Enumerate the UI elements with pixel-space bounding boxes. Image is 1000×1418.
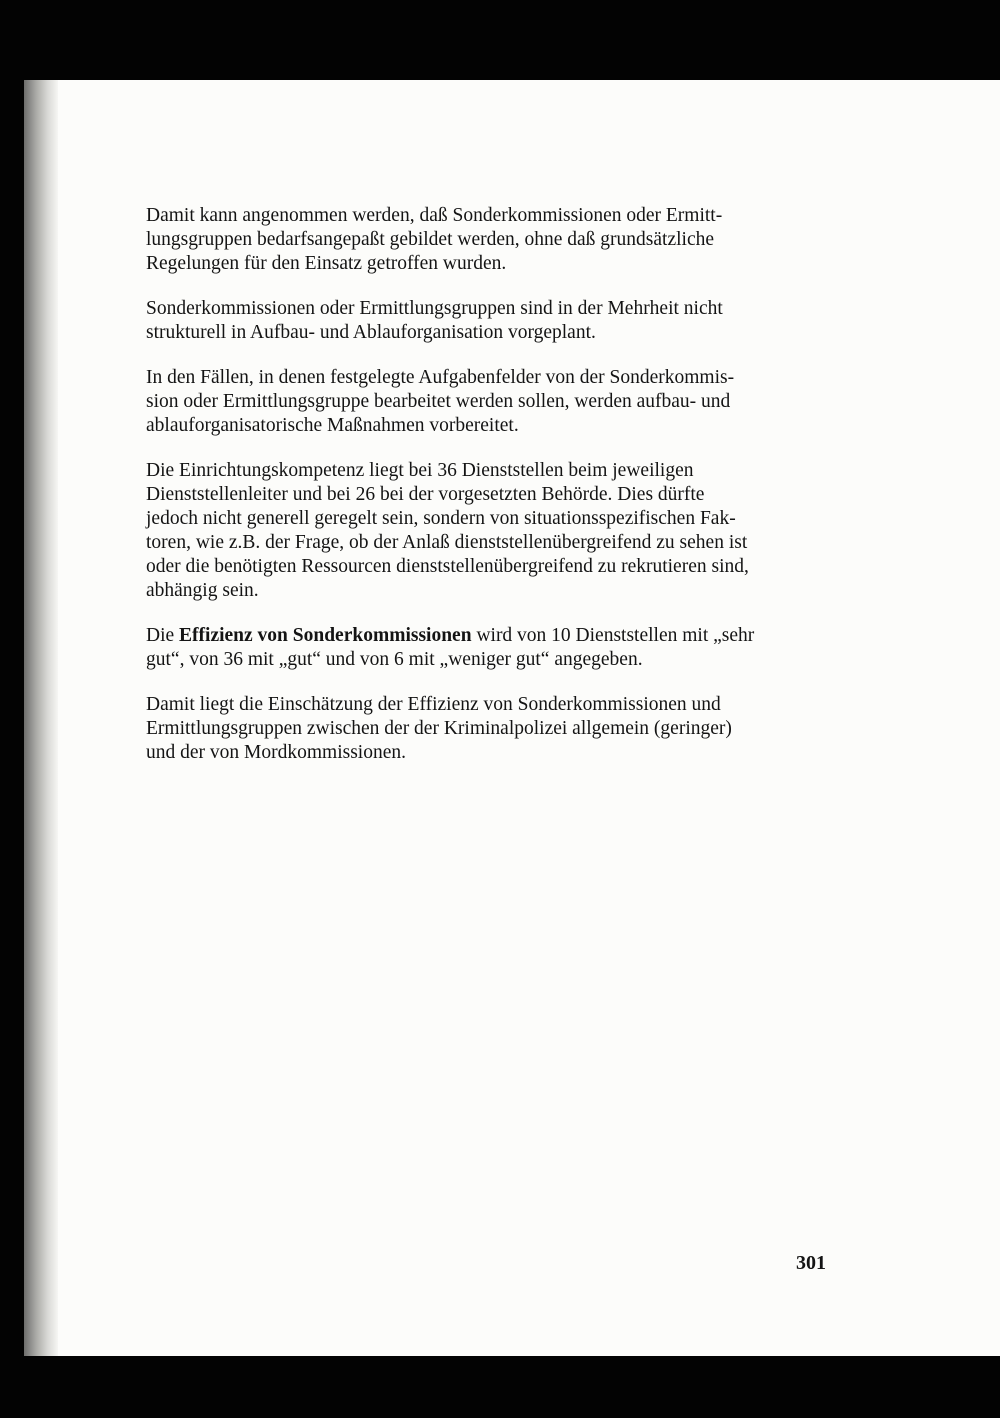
line: abhängig sein. — [146, 580, 259, 601]
body-text — [146, 204, 826, 786]
line: In den Fällen, in denen festgelegte Aufgabenfelder von der Sonderkommis- — [146, 367, 735, 388]
line: oder die benötigten Ressourcen dienststellenübergreifend zu rekrutieren sind, — [146, 556, 749, 577]
paragraph-1 — [146, 204, 826, 276]
paragraph-2 — [146, 297, 826, 345]
line: jedoch nicht generell geregelt sein, sondern von situationsspezifischen Fak- — [146, 508, 736, 529]
line: Regelungen für den Einsatz getroffen wurden. — [146, 253, 507, 274]
book-page — [24, 80, 1000, 1356]
line: Sonderkommissionen oder Ermittlungsgruppen sind in der Mehrheit nicht — [146, 298, 723, 319]
line: lungsgruppen bedarfsangepaßt gebildet werden, ohne daß grundsätzliche — [146, 229, 715, 250]
line: Ermittlungsgruppen zwischen der der Kriminalpolizei allgemein (geringer) — [146, 718, 732, 739]
paragraph-prefix: Die — [146, 625, 180, 646]
line: ablauforganisatorische Maßnahmen vorbereitet. — [146, 415, 519, 436]
line: strukturell in Aufbau- und Ablauforganisation vorgeplant. — [146, 322, 596, 343]
paragraph-3 — [146, 366, 826, 438]
page-number: 301 — [796, 1252, 826, 1274]
line: Damit kann angenommen werden, daß Sonderkommissionen oder Ermitt- — [146, 205, 723, 226]
line: Dienststellenleiter und bei 26 bei der vorgesetzten Behörde. Dies dürfte — [146, 484, 705, 505]
paragraph-text: wird von 10 Dienststellen mit „sehr — [471, 625, 755, 646]
line: sion oder Ermittlungsgruppe bearbeitet werden sollen, werden aufbau- und — [146, 391, 731, 412]
line: gut“, von 36 mit „gut“ und von 6 mit „weniger gut“ angegeben. — [146, 649, 643, 670]
line: toren, wie z.B. der Frage, ob der Anlaß dienststellenübergreifend zu sehen ist — [146, 532, 748, 553]
line: Die Einrichtungskompetenz liegt bei 36 Dienststellen beim jeweiligen — [146, 460, 694, 481]
bold-term: Effizienz von Sonderkommissionen — [179, 625, 472, 646]
paragraph-6 — [146, 693, 826, 765]
paragraph-4 — [146, 459, 826, 603]
page-gutter-shadow — [24, 80, 58, 1356]
paragraph-5 — [146, 624, 826, 672]
line: Damit liegt die Einschätzung der Effizienz von Sonderkommissionen und — [146, 694, 721, 715]
line: und der von Mordkommissionen. — [146, 742, 406, 763]
